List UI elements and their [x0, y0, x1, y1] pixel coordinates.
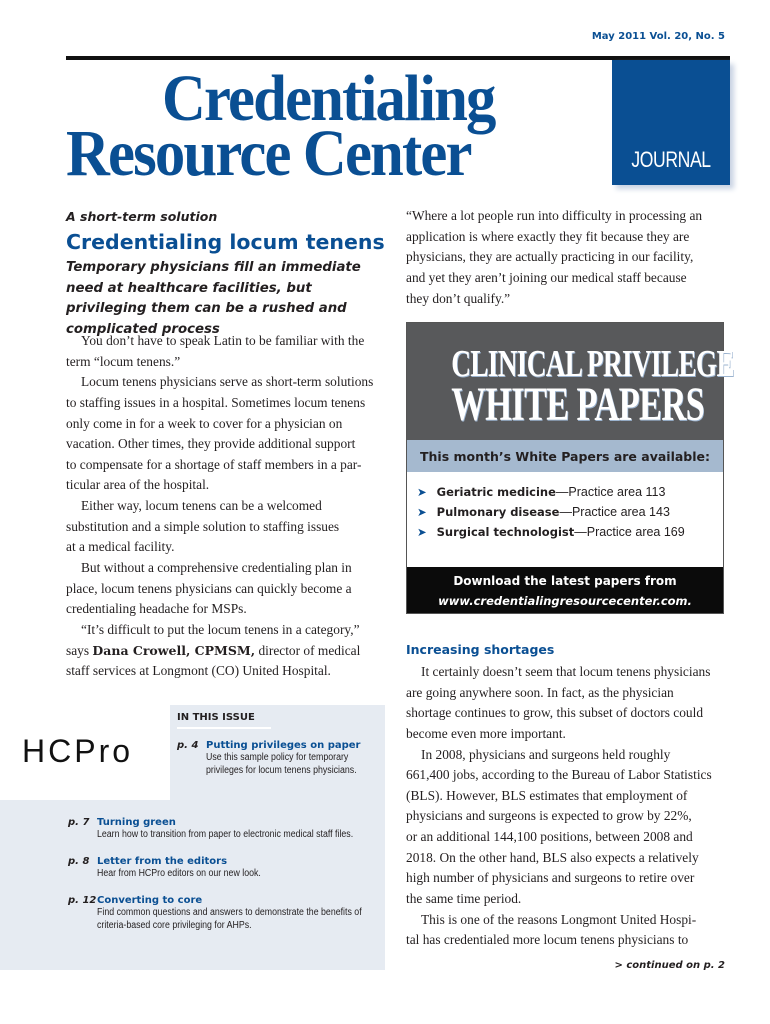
toc-item[interactable] — [68, 895, 398, 932]
white-papers-title-line2: WHITE PAPERS — [451, 378, 705, 431]
quote-line: physicians, they are actually practicing in our facility, — [406, 249, 694, 265]
subhead-increasing-shortages: Increasing shortages — [406, 642, 555, 657]
body-line: 2018. On the other hand, BLS also expects a relatively — [406, 849, 699, 865]
white-papers-list — [407, 472, 723, 566]
white-paper-area: —Practice area 169 — [574, 525, 685, 539]
download-label: Download the latest papers from — [453, 574, 677, 588]
body-line: place, locum tenens physicians can quickly become a — [66, 580, 352, 596]
toc-title[interactable]: Letter from the editors — [97, 856, 228, 867]
toc-title[interactable]: Putting privileges on paper — [206, 740, 361, 751]
body-line: or an additional 144,100 positions, between 2008 and — [406, 829, 693, 845]
body-line: credentialing headache for MSPs. — [66, 601, 247, 617]
masthead-title-line1: Credentialing — [162, 62, 495, 135]
toc-page: p. 12 — [68, 895, 97, 906]
body-line: shortage continues to grow, this subset of doctors could — [406, 705, 704, 721]
pull-quote — [406, 206, 702, 309]
body-line: 661,400 jobs, according to the Bureau of Labor Statistics — [406, 767, 712, 783]
body-line: ticular area of the hospital. — [66, 477, 210, 493]
toc-title[interactable]: Turning green — [97, 817, 176, 828]
body-line: It certainly doesn’t seem that locum tenens physicians — [421, 664, 711, 679]
body-line: Locum tenens physicians serve as short-term solutions — [81, 374, 374, 390]
white-papers-banner — [407, 323, 734, 440]
toc-page: p. 7 — [68, 817, 90, 828]
white-paper-item[interactable] — [417, 482, 723, 502]
article-body-left — [66, 331, 373, 682]
toc-desc: Learn how to transition from paper to electronic medical staff files. — [97, 829, 354, 840]
toc-desc: criteria-based core privileging for AHPs. — [97, 920, 252, 931]
toc-item[interactable] — [177, 740, 377, 777]
white-paper-item[interactable] — [417, 502, 723, 522]
toc-item[interactable] — [68, 817, 388, 841]
body-line: (BLS). However, BLS estimates that employment of — [406, 787, 688, 803]
white-paper-name: Pulmonary disease — [436, 505, 560, 519]
body-line: physicians and surgeons is expected to grow by 22%, — [406, 808, 692, 824]
download-url[interactable]: www.credentialingresourcecenter.com. — [438, 594, 692, 608]
source-title: director of medical — [255, 642, 361, 658]
body-line-attribution — [66, 641, 373, 662]
white-papers-band: This month’s White Papers are available: — [407, 440, 723, 472]
arrow-icon: ➤ — [417, 525, 427, 539]
body-line: term “locum tenens.” — [66, 353, 181, 369]
body-line: high number of physicians and surgeons to retire over — [406, 870, 695, 886]
body-line: staff services at Longmont (CO) United Hospital. — [66, 663, 331, 679]
body-line: But without a comprehensive credentialing plan in — [81, 560, 352, 576]
source-name: Dana Crowell, CPMSM, — [92, 642, 256, 658]
body-line: are going anywhere soon. In fact, as the physician — [406, 684, 674, 700]
toc-desc: Hear from HCPro editors on our new look. — [97, 868, 261, 879]
journal-label: JOURNAL — [631, 147, 711, 172]
body-line: In 2008, physicians and surgeons held roughly — [421, 746, 671, 762]
toc-title[interactable]: Converting to core — [97, 895, 203, 906]
article-deck: Temporary physicians fill an immediate need at healthcare facilities, but privileging them can be a rushed and complicated process — [66, 260, 361, 338]
continued-note: > continued on p. 2 — [614, 960, 725, 971]
body-line: vacation. Other times, they provide additional support — [66, 436, 356, 452]
white-paper-area: —Practice area 143 — [559, 505, 670, 519]
body-line: Either way, locum tenens can be a welcomed — [81, 498, 322, 514]
article-kicker: A short-term solution — [66, 209, 218, 224]
body-line: become even more important. — [406, 725, 566, 741]
says-text: says — [66, 642, 93, 658]
download-banner[interactable] — [407, 567, 723, 613]
white-papers-title-line1: CLINICAL PRIVILEGE — [451, 343, 734, 385]
body-line: to staffing issues in a hospital. Sometimes locum tenens — [66, 394, 366, 410]
quote-line: they don’t qualify.” — [406, 290, 511, 306]
body-line: You don’t have to speak Latin to be familiar with the — [81, 333, 365, 348]
body-line: only come in for a week to cover for a physician on — [66, 415, 343, 431]
toc-desc: privileges for locum tenens physicians. — [206, 765, 357, 776]
toc-item[interactable] — [68, 856, 283, 880]
body-line: at a medical facility. — [66, 539, 175, 555]
white-paper-area: —Practice area 113 — [555, 485, 666, 499]
arrow-icon: ➤ — [417, 505, 427, 519]
toc-desc: Use this sample policy for temporary — [206, 752, 349, 763]
quote-line: application is where exactly they fit because they are — [406, 228, 690, 244]
toc-page: p. 8 — [68, 856, 90, 867]
body-line: tal has credentialed more locum tenens physicians to — [406, 932, 689, 948]
white-papers-ad — [406, 322, 734, 614]
white-paper-item[interactable] — [417, 522, 723, 542]
quote-line: “Where a lot people run into difficulty in processing an — [406, 208, 703, 223]
toc-page: p. 4 — [177, 740, 199, 751]
journal-box — [612, 60, 730, 185]
article-body-right — [406, 662, 712, 951]
in-this-issue-label: IN THIS ISSUE — [177, 712, 271, 729]
toc-desc: Find common questions and answers to demonstrate the benefits of — [97, 907, 362, 918]
body-line: substitution and a simple solution to staffing issues — [66, 518, 340, 534]
body-line: This is one of the reasons Longmont United Hospi- — [421, 911, 697, 927]
body-line: the same time period. — [406, 891, 522, 907]
masthead-title-line2: Resource Center — [66, 117, 471, 190]
body-line: “It’s difficult to put the locum tenens in a category,” — [81, 621, 360, 637]
article-headline: Credentialing locum tenens — [66, 230, 385, 254]
body-line: to compensate for a shortage of staff members in a par- — [66, 456, 362, 472]
white-paper-name: Surgical technologist — [436, 525, 575, 539]
issue-date: May 2011 Vol. 20, No. 5 — [591, 31, 725, 42]
hcpro-logo: HCPro — [22, 733, 134, 769]
quote-line: and yet they aren’t joining our medical staff because — [406, 269, 687, 285]
arrow-icon: ➤ — [417, 485, 427, 499]
white-paper-name: Geriatric medicine — [436, 485, 556, 499]
